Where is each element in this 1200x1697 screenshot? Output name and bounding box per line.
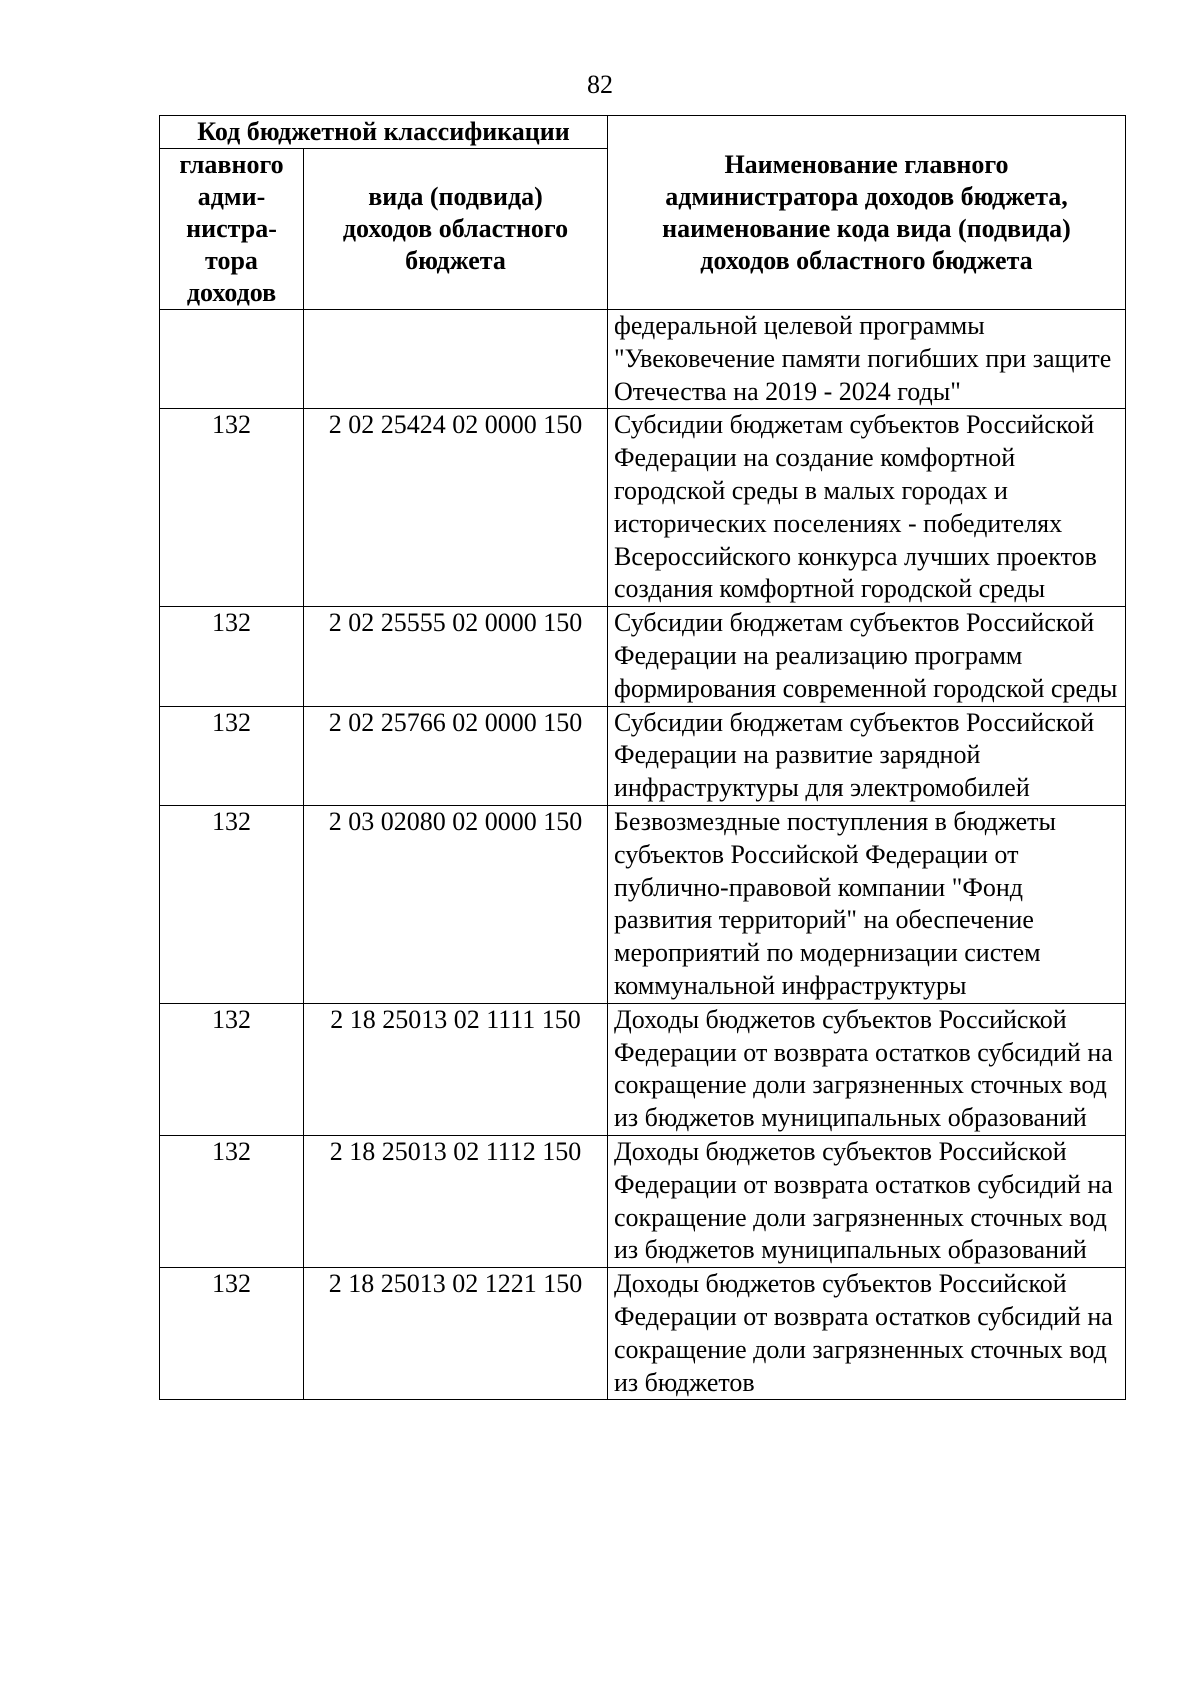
header-name-line: администратора доходов бюджета,: [665, 181, 1068, 211]
income-code-cell: 2 02 25555 02 0000 150: [304, 607, 608, 706]
header-admin-column: [160, 149, 304, 310]
header-code-line: доходов областного: [342, 214, 569, 243]
income-name-cell: Доходы бюджетов субъектов Российской Федерации от возврата остатков субсидий на сокращение доли загрязненных сточных вод из бюджетов муниципальных образований: [608, 1135, 1126, 1267]
table-row: [160, 409, 1126, 607]
income-code-cell: 2 03 02080 02 0000 150: [304, 805, 608, 1003]
header-admin-line: главного: [179, 150, 284, 179]
header-name-line: доходов областного бюджета: [700, 245, 1033, 275]
header-code-column: [304, 149, 608, 310]
admin-code-cell: 132: [160, 706, 304, 805]
header-admin-line: адми-: [197, 182, 266, 211]
header-code-line: бюджета: [405, 246, 506, 275]
header-name-column: [608, 116, 1126, 310]
income-name-cell: Субсидии бюджетам субъектов Российской Федерации на создание комфортной городской среды в малых городах и исторических поселениях - победителях Всероссийского конкурса лучших проектов создания комфортной городской среды: [608, 409, 1126, 607]
income-code-cell: 2 18 25013 02 1112 150: [304, 1135, 608, 1267]
budget-classification-table: [159, 115, 1126, 1400]
header-admin-line: тора: [205, 246, 258, 275]
table-row: [160, 1135, 1126, 1267]
table-row: [160, 706, 1126, 805]
table-row: [160, 805, 1126, 1003]
table-row: [160, 1003, 1126, 1135]
header-name-line: Наименование главного: [724, 149, 1009, 179]
table-row: [160, 607, 1126, 706]
page-number: 82: [587, 70, 613, 99]
income-name-cell: Доходы бюджетов субъектов Российской Федерации от возврата остатков субсидий на сокращение доли загрязненных сточных вод из бюджетов: [608, 1268, 1126, 1400]
income-code-cell: 2 18 25013 02 1221 150: [304, 1268, 608, 1400]
income-name-cell: Субсидии бюджетам субъектов Российской Федерации на реализацию программ формирования современной городской среды: [608, 607, 1126, 706]
header-admin-line: доходов: [186, 278, 277, 307]
table-row: [160, 310, 1126, 409]
header-admin-line: нистра-: [186, 214, 277, 243]
header-code-line: вида (подвида): [368, 182, 543, 211]
income-code-cell: 2 02 25766 02 0000 150: [304, 706, 608, 805]
admin-code-cell: 132: [160, 1268, 304, 1400]
income-code-cell: [304, 310, 608, 409]
admin-code-cell: 132: [160, 409, 304, 607]
table-row: [160, 1268, 1126, 1400]
admin-code-cell: 132: [160, 607, 304, 706]
income-code-cell: 2 18 25013 02 1111 150: [304, 1003, 608, 1135]
admin-code-cell: 132: [160, 1135, 304, 1267]
admin-code-cell: 132: [160, 1003, 304, 1135]
income-name-cell: федеральной целевой программы "Увековечение памяти погибших при защите Отечества на 2019 - 2024 годы": [608, 310, 1126, 409]
income-name-cell: Безвозмездные поступления в бюджеты субъектов Российской Федерации от публично-правовой компании "Фонд развития территорий" на обеспечение мероприятий по модернизации систем коммунальной инфраструктуры: [608, 805, 1126, 1003]
income-code-cell: 2 02 25424 02 0000 150: [304, 409, 608, 607]
income-name-cell: Доходы бюджетов субъектов Российской Федерации от возврата остатков субсидий на сокращение доли загрязненных сточных вод из бюджетов муниципальных образований: [608, 1003, 1126, 1135]
header-row-group: [160, 116, 1126, 149]
header-name-line: наименование кода вида (подвида): [662, 213, 1071, 243]
income-name-cell: Субсидии бюджетам субъектов Российской Федерации на развитие зарядной инфраструктуры для электромобилей: [608, 706, 1126, 805]
admin-code-cell: 132: [160, 805, 304, 1003]
header-budget-classification-code: Код бюджетной классификации: [160, 116, 608, 149]
admin-code-cell: [160, 310, 304, 409]
